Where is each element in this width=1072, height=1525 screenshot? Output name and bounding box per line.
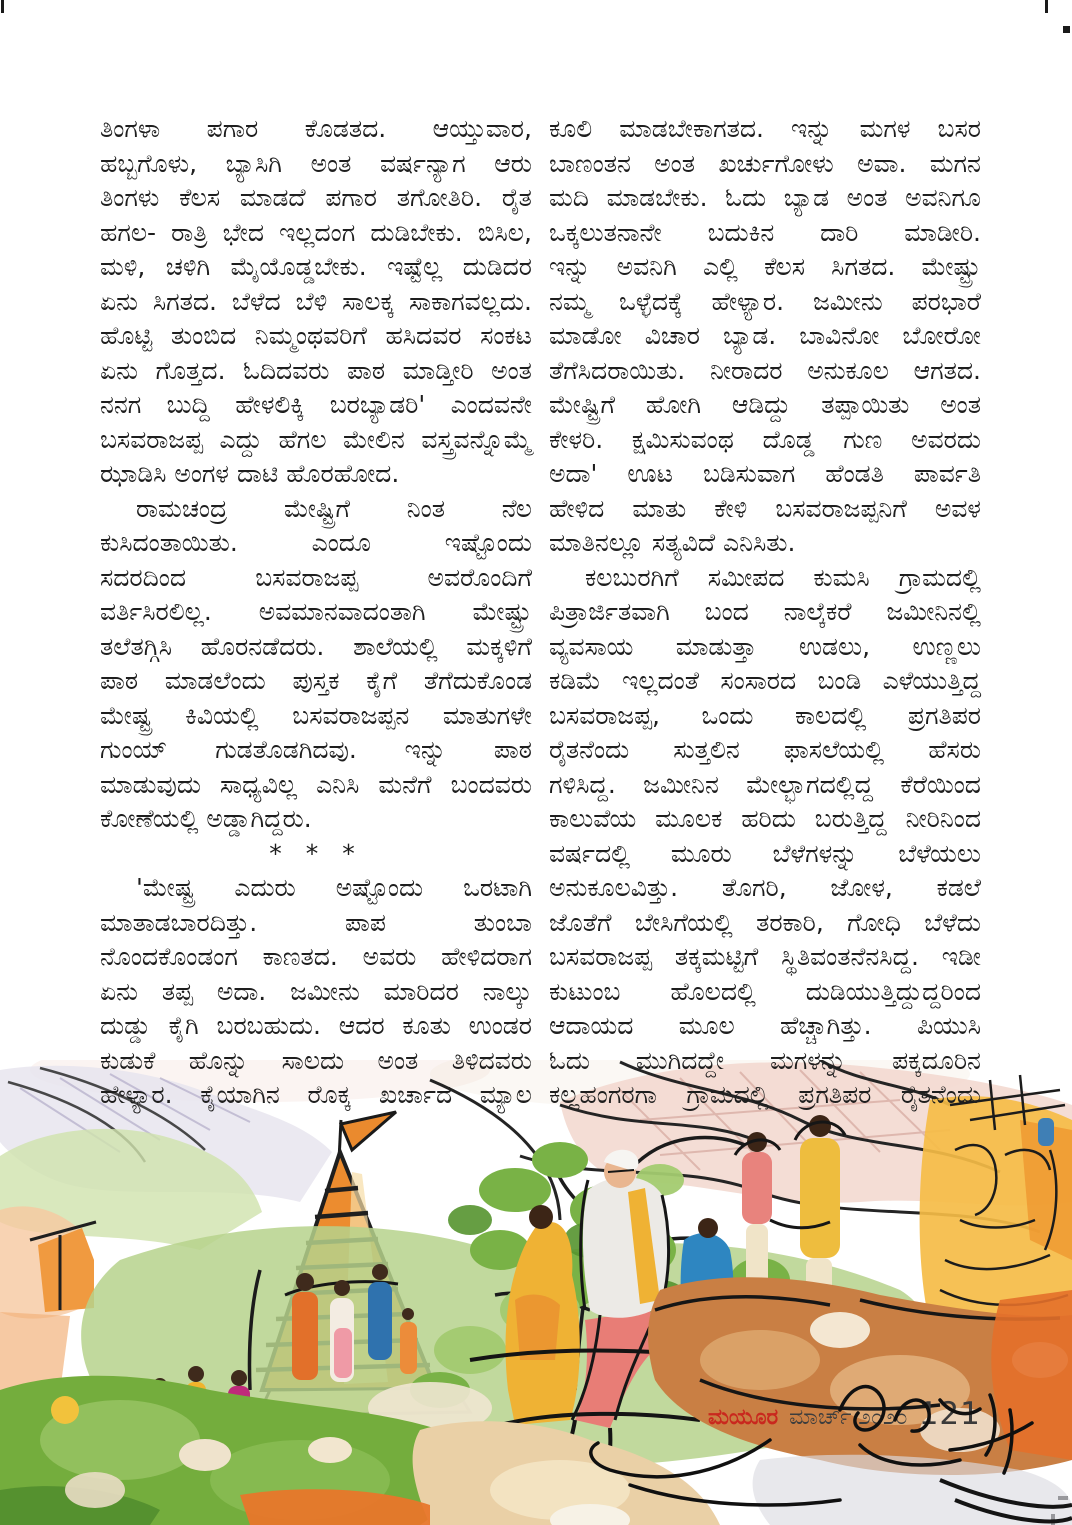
text-line: ಮೇಷ್ಟ್ರಿಗೆ ಹೋಗಿ ಆಡಿದ್ದು ತಪ್ಪಾಯಿತು ಅಂತ [549,390,981,419]
text-line: ಗುಂಯ್ ಗುಡತೊಡಗಿದವು. ಇನ್ನು ಪಾಠ [100,735,532,764]
text-line: ಹೊಟ್ಟಿ ತುಂಬಿದ ನಿಮ್ಮಂಥವರಿಗೆ ಹಸಿದವರ ಸಂಕಟ [100,321,532,350]
text-line: ಕುಟುಂಬ ಹೊಲದಲ್ಲಿ ದುಡಿಯುತ್ತಿದ್ದುದ್ದರಿಂದ [549,976,981,1006]
article-column-left [100,112,532,1113]
text-line: ಆದಾಯದ ಮೂಲ ಹೆಚ್ಚಾಗಿತ್ತು. ಪಿಯುಸಿ [549,1011,981,1040]
text-line: ಕೂಲಿ ಮಾಡಬೇಕಾಗತದ. ಇನ್ನು ಮಗಳ ಬಸರ [549,114,981,143]
text-line: ತೆಗೆಸಿದರಾಯಿತು. ನೀರಾದರ ಅನುಕೂಲ ಆಗತದ. [549,355,981,385]
text-line: ಸದರದಿಂದ ಬಸವರಾಜಪ್ಪ ಅವರೊಂದಿಗೆ [100,562,532,592]
issue-date: ಮಾರ್ಚ್ ೨೦೨೦ [789,1405,908,1430]
text-line: ಏನು ಸಿಗತದ. ಬೆಳೆದ ಬೆಳಿ ಸಾಲಕ್ಕ ಸಾಕಾಗವಲ್ಲದು. [100,286,532,316]
text-line: ಕುಡುಕೆ ಹೊನ್ನು ಸಾಲದು ಅಂತ ತಿಳಿದವರು [100,1045,532,1075]
article-column-right [549,112,981,1113]
page-number: 121 [918,1396,981,1432]
text-line: ಮಳಿ, ಚಳಿಗಿ ಮೈಯೊಡ್ಡಬೇಕು. ಇಷ್ಟೆಲ್ಲ ದುಡಿದರ [100,252,532,281]
section-separator: * * * [269,838,363,868]
text-line: ಬಸವರಾಜಪ್ಪ ತಕ್ಕಮಟ್ಟಿಗೆ ಸ್ಥಿತಿವಂತನೆನಸಿದ್ದ. ಇಡೀ [549,942,981,971]
text-line: ಏನು ಗೊತ್ತದ. ಓದಿದವರು ಪಾಠ ಮಾಡ್ತೀರಿ ಅಂತ [100,355,532,385]
text-line: ಮಾಡುವುದು ಸಾಧ್ಯವಿಲ್ಲ ಎನಿಸಿ ಮನೆಗೆ ಬಂದವರು [100,769,532,799]
text-line: ಪಿತ್ರಾರ್ಜಿತವಾಗಿ ಬಂದ ನಾಲ್ಕೆಕರೆ ಜಮೀನಿನಲ್ಲಿ [549,597,981,626]
text-line: ತಲೆತಗ್ಗಿಸಿ ಹೊರನಡೆದರು. ಶಾಲೆಯಲ್ಲಿ ಮಕ್ಕಳಿಗೆ [100,631,532,661]
text-line: ಬಾಣಂತನ ಅಂತ ಖರ್ಚುಗೋಳು ಅವಾ. ಮಗನ [549,148,981,178]
text-line: ಬಸವರಾಜಪ್ಪ, ಒಂದು ಕಾಲದಲ್ಲಿ ಪ್ರಗತಿಪರ [549,700,981,730]
text-line: ಇನ್ನು ಅವನಿಗಿ ಎಲ್ಲಿ ಕೆಲಸ ಸಿಗತದ. ಮೇಷ್ಟ್ರು [549,252,981,281]
text-line: ಕಲಬುರಗಿಗೆ ಸಮೀಪದ ಕುಮಸಿ ಗ್ರಾಮದಲ್ಲಿ [585,562,981,592]
text-line: ಕೇಳರಿ. ಕ್ಷಮಿಸುವಂಥ ದೊಡ್ಡ ಗುಣ ಅವರದು [549,424,981,454]
text-line: ರೈತನೆಂದು ಸುತ್ತಲಿನ ಫಾಸಲೆಯಲ್ಲಿ ಹೆಸರು [549,735,981,764]
text-line: ಕಲ್ಲಹಂಗರಗಾ ಗ್ರಾಮದಲ್ಲಿ ಪ್ರಗತಿಪರ ರೈತನೆಂದು [549,1080,981,1109]
text-line: ಮಾತಿನಲ್ಲೂ ಸತ್ಯವಿದೆ ಎನಿಸಿತು. [549,528,796,557]
text-line: ಓದು ಮುಗಿದದ್ದೇ ಮಗಳನ್ನು ಪಕ್ಕದೂರಿನ [549,1045,981,1075]
text-line: ಹಬ್ಬಗೊಳು, ಬ್ಯಾಸಿಗಿ ಅಂತ ವರ್ಷನ್ಯಾಗ ಆರು [100,148,532,178]
watercolor-illustration [0,1060,1072,1525]
text-line: ಕೋಣೆಯಲ್ಲಿ ಅಡ್ಡಾಗಿದ್ದರು. [100,804,312,833]
text-line: ಏನು ತಪ್ಪ ಅದಾ. ಜಮೀನು ಮಾರಿದರ ನಾಲ್ಕು [100,976,532,1006]
text-line: ತಿಂಗಳಾ ಪಗಾರ ಕೊಡತದ. ಆಯ್ತುವಾರ, [100,114,532,143]
text-line: ಅದಾ' ಊಟ ಬಡಿಸುವಾಗ ಹೆಂಡತಿ ಪಾರ್ವತಿ [549,459,981,488]
text-line: ನೊಂದಕೊಂಡಂಗ ಕಾಣತದ. ಅವರು ಹೇಳಿದರಾಗ [100,942,532,971]
text-line: ಮೇಷ್ಟ್ರ ಕಿವಿಯಲ್ಲಿ ಬಸವರಾಜಪ್ಪನ ಮಾತುಗಳೇ [100,700,532,730]
text-line: ಹಗಲ- ರಾತ್ರಿ ಭೇದ ಇಲ್ಲದಂಗ ದುಡಿಬೇಕು. ಬಿಸಿಲ, [100,217,532,247]
text-line: ಪಾಠ ಮಾಡಲೆಂದು ಪುಸ್ತಕ ಕೈಗೆ ತೆಗೆದುಕೊಂಡ [100,666,532,695]
text-line: ಗಳಿಸಿದ್ದ. ಜಮೀನಿನ ಮೇಲ್ಭಾಗದಲ್ಲಿದ್ದ ಕೆರೆಯಿಂದ [549,769,981,799]
text-line: ಹೇಳಿದ ಮಾತು ಕೇಳಿ ಬಸವರಾಜಪ್ಪನಿಗೆ ಅವಳ [549,493,981,523]
text-line: ಜೊತೆಗೆ ಬೇಸಿಗೆಯಲ್ಲಿ ತರಕಾರಿ, ಗೋಧಿ ಬೆಳೆದು [549,907,981,937]
text-line: 'ಮೇಷ್ಟ್ರ ಎದುರು ಅಷ್ಟೊಂದು ಒರಟಾಗಿ [136,873,532,902]
text-line: ಕಾಲುವೆಯ ಮೂಲಕ ಹರಿದು ಬರುತ್ತಿದ್ದ ನೀರಿನಿಂದ [549,804,981,833]
text-line: ಝಾಡಿಸಿ ಅಂಗಳ ದಾಟಿ ಹೊರಹೋದ. [100,459,400,488]
text-line: ಮಾತಾಡಬಾರದಿತ್ತು. ಪಾಪ ತುಂಬಾ [100,907,532,937]
text-line: ತಿಂಗಳು ಕೆಲಸ ಮಾಡದೆ ಪಗಾರ ತಗೋತಿರಿ. ರೈತ [100,183,532,212]
text-line: ಮದಿ ಮಾಡಬೇಕು. ಓದು ಬ್ಯಾಡ ಅಂತ ಅವನಿಗೂ [549,183,981,212]
crop-mark-top-right [1045,0,1048,13]
text-line: ದುಡ್ಡು ಕೈಗಿ ಬರಬಹುದು. ಆದರ ಕೂತು ಉಂಡರ [100,1011,532,1040]
crop-mark-top-left [1,0,4,13]
footer [708,1396,981,1432]
text-line: ನನಗ ಬುದ್ದಿ ಹೇಳಲಿಕ್ಕಿ ಬರಬ್ಯಾಡರಿ' ಎಂದವನೇ [100,390,532,419]
text-line: ಕುಸಿದಂತಾಯಿತು. ಎಂದೂ ಇಷ್ಟೊಂದು [100,528,532,557]
text-line: ವ್ಯವಸಾಯ ಮಾಡುತ್ತಾ ಉಡಲು, ಉಣ್ಣಲು [549,631,981,661]
text-line: ಒಕ್ಕಲುತನಾನೇ ಬದುಕಿನ ದಾರಿ ಮಾಡೀರಿ. [549,217,981,247]
text-line: ಮಾಡೋ ವಿಚಾರ ಬ್ಯಾಡ. ಬಾವಿನೋ ಬೋರೋ [549,321,981,350]
text-line: ಕಡಿಮೆ ಇಲ್ಲದಂತೆ ಸಂಸಾರದ ಬಂಡಿ ಎಳೆಯುತ್ತಿದ್ದ [549,666,981,695]
crop-mark-right-square [1063,26,1070,33]
text-line: ವರ್ಷದಲ್ಲಿ ಮೂರು ಬೆಳೆಗಳನ್ನು ಬೆಳೆಯಲು [549,838,981,868]
text-line: ಹೇಳ್ಯಾರ. ಕೈಯಾಗಿನ ರೊಕ್ಕ ಖರ್ಚಾದ ಮ್ಯಾಲ [100,1080,532,1109]
magazine-name: ಮಯೂರ [708,1405,779,1430]
text-line: ಬಸವರಾಜಪ್ಪ ಎದ್ದು ಹೆಗಲ ಮೇಲಿನ ವಸ್ತ್ರವನ್ನೊಮ್ಮೆ [100,424,532,454]
text-line: ರಾಮಚಂದ್ರ ಮೇಷ್ಟ್ರಿಗೆ ನಿಂತ ನೆಲ [136,493,532,523]
text-line: ನಮ್ಮ ಒಳ್ಳೆದಕ್ಕೆ ಹೇಳ್ಯಾರ. ಜಮೀನು ಪರಭಾರೆ [549,286,981,316]
text-line: ಅನುಕೂಲವಿತ್ತು. ತೊಗರಿ, ಜೋಳ, ಕಡಲೆ [549,873,981,902]
text-line: ವರ್ತಿಸಿರಲಿಲ್ಲ. ಅವಮಾನವಾದಂತಾಗಿ ಮೇಷ್ಟ್ರು [100,597,532,626]
